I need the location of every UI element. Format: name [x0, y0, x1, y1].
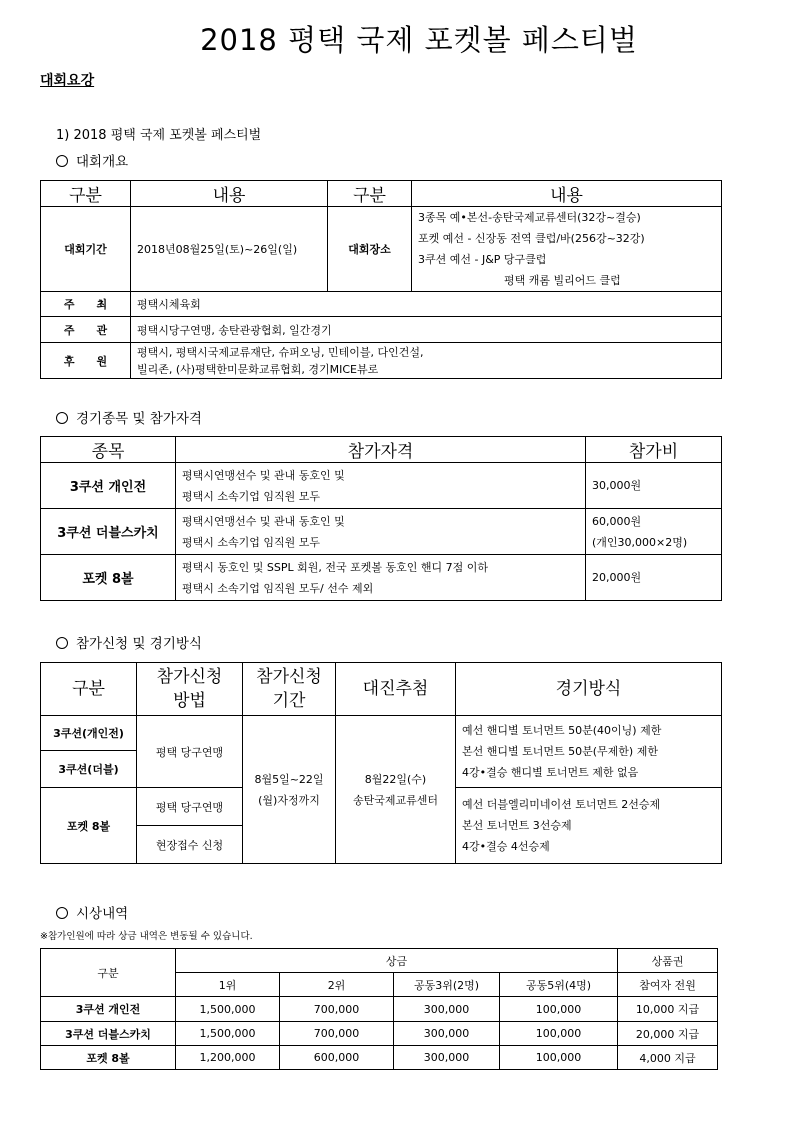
circle-icon	[56, 412, 68, 424]
category-pocket: 포켓 8볼	[41, 788, 137, 864]
rank-header: 참여자 전원	[618, 973, 718, 997]
pocket-method-federation: 평택 당구연맹	[137, 788, 243, 826]
award-value: 100,000	[500, 1046, 618, 1070]
event-qualification: 평택시연맹선수 및 관내 동호인 및 평택시 소속기업 임직원 모두	[176, 509, 586, 555]
table-row	[41, 1022, 718, 1046]
award-value: 1,200,000	[176, 1046, 280, 1070]
circle-icon	[56, 155, 68, 167]
event-name: 3쿠션 더블스카치	[41, 509, 176, 555]
registration-period: 8월5일~22일 (월)자정까지	[243, 716, 336, 864]
award-value: 600,000	[280, 1046, 394, 1070]
section-awards: 시상내역	[56, 902, 128, 922]
table-header: 참가비	[586, 437, 722, 463]
award-value: 20,000 지급	[618, 1022, 718, 1046]
circle-icon	[56, 637, 68, 649]
organizer-label: 주 관	[41, 317, 131, 343]
award-event-name: 포켓 8볼	[41, 1046, 176, 1070]
event-fee: 60,000원 (개인30,000×2명)	[586, 509, 722, 555]
event-qualification: 평택시연맹선수 및 관내 동호인 및 평택시 소속기업 임직원 모두	[176, 463, 586, 509]
table-header: 참가신청 방법	[137, 663, 243, 716]
table-header: 구분	[41, 663, 137, 716]
award-value: 300,000	[394, 1046, 500, 1070]
awards-note: ※참가인원에 따라 상금 내역은 변동될 수 있습니다.	[40, 931, 253, 942]
period-value: 2018년08월25일(토)~26일(일)	[131, 207, 328, 292]
event-fee: 20,000원	[586, 555, 722, 601]
award-value: 300,000	[394, 1022, 500, 1046]
period-label: 대회기간	[41, 207, 131, 292]
venue-value: 3종목 예•본선-송탄국제교류센터(32강~결승) 포켓 예선 - 신장동 전역 클럽/바(256강~32강) 3쿠션 예선 - J&P 당구클럽 평택 캐롬 빌리어드 클럽	[412, 207, 722, 292]
sponsor-label: 후 원	[41, 343, 131, 379]
host-label: 주 최	[41, 292, 131, 317]
event-name: 3쿠션 개인전	[41, 463, 176, 509]
award-value: 300,000	[394, 997, 500, 1022]
prize-group-header: 상금	[176, 949, 618, 973]
table-header: 참가자격	[176, 437, 586, 463]
category-cushion-doubles: 3쿠션(더블)	[41, 751, 137, 788]
award-value: 100,000	[500, 997, 618, 1022]
award-value: 1,500,000	[176, 1022, 280, 1046]
venue-label: 대회장소	[328, 207, 412, 292]
events-table	[40, 436, 722, 601]
organizer-value: 평택시당구연맹, 송탄관광협회, 일간경기	[131, 317, 722, 343]
table-header: 종목	[41, 437, 176, 463]
section-overview: 대회개요	[56, 150, 128, 170]
award-value: 10,000 지급	[618, 997, 718, 1022]
award-event-name: 3쿠션 더블스카치	[41, 1022, 176, 1046]
pocket-format: 예선 더블엘리미네이션 토너먼트 2선승제 본선 토너먼트 3선승제 4강•결승 4선승제	[456, 788, 722, 864]
table-header: 구분	[41, 181, 131, 207]
award-event-name: 3쿠션 개인전	[41, 997, 176, 1022]
festival-subtitle: 1) 2018 평택 국제 포켓볼 페스티벌	[56, 128, 262, 143]
registration-table	[40, 662, 722, 864]
event-qualification: 평택시 동호인 및 SSPL 회원, 전국 포켓볼 동호인 핸디 7점 이하 평택시 소속기업 임직원 모두/ 선수 제외	[176, 555, 586, 601]
table-row	[41, 1046, 718, 1070]
draw-info: 8월22일(수) 송탄국제교류센터	[336, 716, 456, 864]
goods-group-header: 상품권	[618, 949, 718, 973]
award-value: 700,000	[280, 997, 394, 1022]
rank-header: 공동3위(2명)	[394, 973, 500, 997]
section-registration: 참가신청 및 경기방식	[56, 632, 202, 652]
table-header: 참가신청 기간	[243, 663, 336, 716]
circle-icon	[56, 907, 68, 919]
rank-header: 2위	[280, 973, 394, 997]
award-value: 1,500,000	[176, 997, 280, 1022]
event-name: 포켓 8볼	[41, 555, 176, 601]
table-header: 경기방식	[456, 663, 722, 716]
table-header: 내용	[412, 181, 722, 207]
rank-header: 1위	[176, 973, 280, 997]
table-header: 구분	[328, 181, 412, 207]
section-events: 경기종목 및 참가자격	[56, 407, 202, 427]
cushion-method: 평택 당구연맹	[137, 716, 243, 788]
table-row	[41, 997, 718, 1022]
table-header: 내용	[131, 181, 328, 207]
host-value: 평택시체육회	[131, 292, 722, 317]
award-value: 4,000 지급	[618, 1046, 718, 1070]
awards-table	[40, 948, 718, 1070]
table-header: 대진추첨	[336, 663, 456, 716]
award-value: 100,000	[500, 1022, 618, 1046]
awards-category-header: 구분	[41, 949, 176, 997]
overview-table	[40, 180, 722, 379]
event-fee: 30,000원	[586, 463, 722, 509]
summary-label: 대회요강	[40, 73, 95, 89]
document-title: 2018 평택 국제 포켓볼 페스티벌	[200, 23, 638, 57]
award-value: 700,000	[280, 1022, 394, 1046]
sponsor-value: 평택시, 평택시국제교류재단, 슈퍼오닝, 민테이블, 다인건설, 빌리존, (사)평택한미문화교류협회, 경기MICE뷰로	[131, 343, 722, 379]
cushion-format: 예선 핸디별 토너먼트 50분(40이닝) 제한 본선 핸디별 토너먼트 50분(무제한) 제한 4강•결승 핸디별 토너먼트 제한 없음	[456, 716, 722, 788]
pocket-method-onsite: 현장접수 신청	[137, 826, 243, 864]
rank-header: 공동5위(4명)	[500, 973, 618, 997]
category-cushion-individual: 3쿠션(개인전)	[41, 716, 137, 751]
